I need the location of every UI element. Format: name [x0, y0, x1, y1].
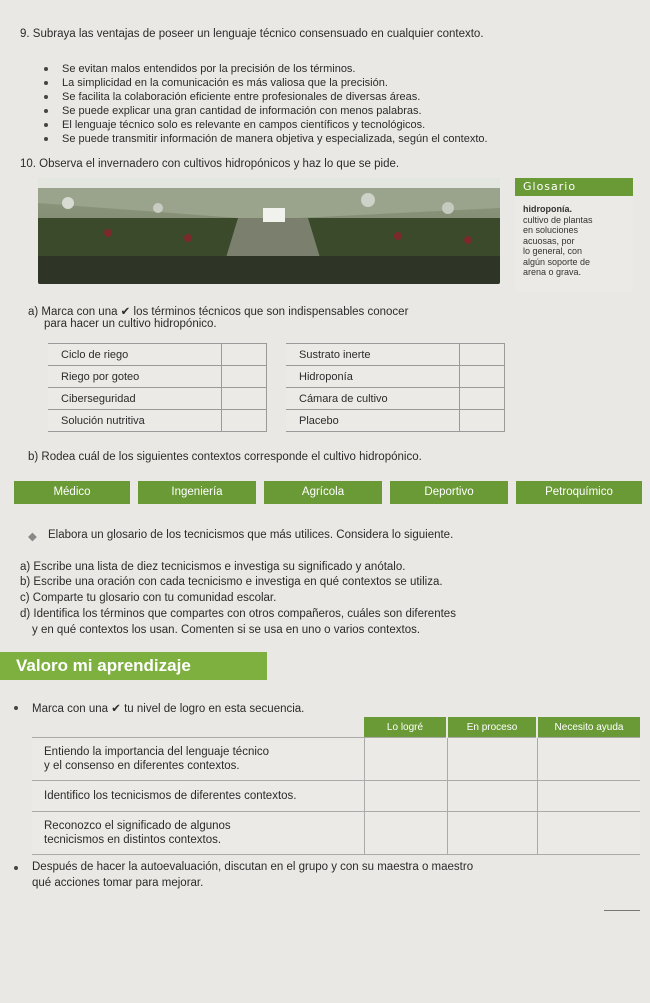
glossary-heading: Glosario [515, 178, 633, 196]
self-assessment-table [32, 717, 640, 855]
glossary-task-item: c) Comparte tu glosario con tu comunidad escolar. [20, 592, 277, 604]
column-header: Lo logré [364, 717, 447, 738]
check-cell[interactable] [222, 344, 267, 366]
check-cell[interactable] [537, 781, 640, 812]
term-cell: Placebo [286, 410, 460, 432]
bullet-icon [44, 109, 48, 113]
check-cell[interactable] [447, 738, 537, 781]
assessment-after-line2: qué acciones tomar para mejorar. [32, 877, 204, 889]
bullet-icon [44, 137, 48, 141]
table-row [48, 388, 267, 410]
glossary-box [515, 178, 633, 292]
glossary-task-item-cont: y en qué contextos los usan. Comenten si se usa en uno o varios contextos. [32, 624, 421, 636]
table-row [48, 366, 267, 388]
term-cell: Ciclo de riego [48, 344, 222, 366]
q9-option[interactable]: La simplicidad en la comunicación es más valiosa que la precisión. [44, 78, 388, 89]
q9-option[interactable]: El lenguaje técnico solo es relevante en campos científicos y tecnológicos. [44, 120, 425, 131]
term-cell: Hidroponía [286, 366, 460, 388]
table-header-row [32, 717, 640, 738]
check-cell[interactable] [364, 738, 447, 781]
bullet-icon [14, 866, 18, 870]
q10a-line1: a) Marca con una ✔ los términos técnicos que son indispensables conocer [28, 306, 409, 318]
assessment-after-line1: Después de hacer la autoevaluación, discutan en el grupo y con su maestra o maestro [32, 861, 474, 873]
context-option-petroquimico[interactable]: Petroquímico [516, 481, 642, 504]
diamond-icon: ◆ [28, 531, 37, 543]
terms-table-left [48, 343, 267, 432]
term-cell: Solución nutritiva [48, 410, 222, 432]
table-row [48, 344, 267, 366]
criterion-cell: Reconozco el significado de algunos tecnicismos en distintos contextos. [32, 812, 364, 855]
greenhouse-photo [38, 178, 500, 284]
glossary-task-item: a) Escribe una lista de diez tecnicismos e investiga su significado y anótalo. [20, 561, 406, 573]
glossary-line: cultivo de plantas [523, 214, 593, 225]
glossary-line: lo general, con [523, 246, 583, 256]
glossary-term: hidroponía. [523, 204, 572, 214]
glossary-task-item: d) Identifica los términos que compartes con otros compañeros, cuáles son diferentes [20, 608, 456, 620]
check-cell[interactable] [460, 410, 505, 432]
criterion-cell: Entiendo la importancia del lenguaje técnico y el consenso en diferentes contextos. [32, 738, 364, 781]
q9-option[interactable]: Se puede explicar una gran cantidad de información con menos palabras. [44, 106, 422, 117]
table-row [286, 410, 505, 432]
glossary-task-item: b) Escribe una oración con cada tecnicismo e investiga en qué contextos se utiliza. [20, 576, 443, 588]
context-option-ingenieria[interactable]: Ingeniería [138, 481, 256, 504]
bullet-icon [44, 123, 48, 127]
check-cell[interactable] [222, 388, 267, 410]
table-row [32, 738, 640, 781]
criterion-cell: Identifico los tecnicismos de diferentes contextos. [32, 781, 364, 812]
check-cell[interactable] [460, 388, 505, 410]
bullet-icon [44, 67, 48, 71]
check-cell[interactable] [537, 812, 640, 855]
q9-option[interactable]: Se puede transmitir información de manera objetiva y especializada, según el contexto. [44, 134, 488, 145]
context-option-medico[interactable]: Médico [14, 481, 130, 504]
q9-option[interactable]: Se evitan malos entendidos por la precisión de los términos. [44, 64, 356, 75]
section-banner: Valoro mi aprendizaje [0, 652, 267, 680]
term-cell: Cámara de cultivo [286, 388, 460, 410]
bullet-icon [44, 81, 48, 85]
terms-table-right [286, 343, 505, 432]
glossary-line: acuosas, por [523, 235, 575, 246]
header-spacer [32, 717, 364, 738]
q10-title: 10. Observa el invernadero con cultivos hidropónicos y haz lo que se pide. [20, 158, 400, 170]
table-row [32, 812, 640, 855]
q10a-line2: para hacer un cultivo hidropónico. [44, 318, 217, 330]
table-row [286, 366, 505, 388]
check-cell[interactable] [364, 781, 447, 812]
check-cell[interactable] [537, 738, 640, 781]
answer-line[interactable] [604, 910, 640, 911]
check-cell[interactable] [222, 410, 267, 432]
context-option-deportivo[interactable]: Deportivo [390, 481, 508, 504]
check-cell[interactable] [460, 344, 505, 366]
check-cell[interactable] [447, 812, 537, 855]
term-cell: Ciberseguridad [48, 388, 222, 410]
glossary-line: arena o grava. [523, 267, 582, 277]
check-cell[interactable] [222, 366, 267, 388]
q9-title: 9. Subraya las ventajas de poseer un lenguaje técnico consensuado en cualquier contexto. [20, 28, 484, 40]
term-cell: Sustrato inerte [286, 344, 460, 366]
glossary-line: en soluciones [523, 225, 579, 235]
column-header: Necesito ayuda [537, 717, 640, 738]
greenhouse-image [38, 178, 500, 284]
context-option-agricola[interactable]: Agrícola [264, 481, 382, 504]
check-cell[interactable] [447, 781, 537, 812]
q9-option[interactable]: Se facilita la colaboración eficiente entre profesionales de diversas áreas. [44, 92, 420, 103]
bullet-icon [44, 95, 48, 99]
glossary-task-intro: Elabora un glosario de los tecnicismos que más utilices. Considera lo siguiente. [48, 529, 454, 541]
table-row [286, 344, 505, 366]
bullet-icon [14, 706, 18, 710]
table-row [286, 388, 505, 410]
q10b-text: b) Rodea cuál de los siguientes contextos corresponde el cultivo hidropónico. [28, 451, 422, 463]
table-row [32, 781, 640, 812]
check-cell[interactable] [364, 812, 447, 855]
column-header: En proceso [447, 717, 537, 738]
glossary-line: algún soporte de [523, 256, 591, 267]
assessment-instruction: Marca con una ✔ tu nivel de logro en esta secuencia. [32, 703, 305, 715]
term-cell: Riego por goteo [48, 366, 222, 388]
table-row [48, 410, 267, 432]
check-cell[interactable] [460, 366, 505, 388]
